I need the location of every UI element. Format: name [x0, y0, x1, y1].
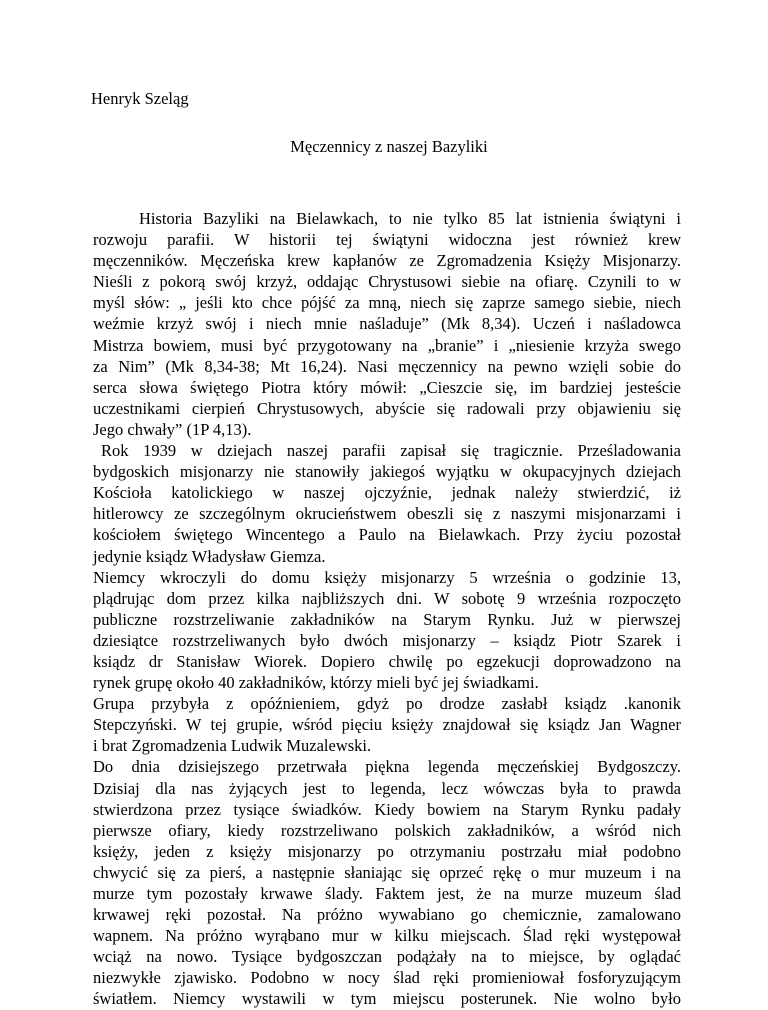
text-line: księży, jeden z księży misjonarzy po otrzymaniu postrzału miał podobno	[93, 841, 681, 861]
text-line: chwycić się za pierś, a następnie słaniając się oprzeć rękę o mur muzeum i na	[93, 862, 681, 882]
document-body	[93, 208, 681, 1010]
text-line: i brat Zgromadzenia Ludwik Muzalewski.	[93, 736, 372, 756]
text-line: murze tym pozostały krwawe ślady. Faktem jest, że na murze muzeum ślad	[93, 884, 681, 903]
text-line: za Nim” (Mk 8,34-38; Mt 16,24). Nasi męczennicy na pewno wzięli sobie do	[93, 356, 681, 376]
text-line: weźmie krzyż swój i niech mnie naśladuje” (Mk 8,34). Uczeń i naśladowca	[93, 314, 681, 334]
document-title: Męczennicy z naszej Bazyliki	[290, 137, 488, 156]
text-line: stwierdzona przez tysiące świadków. Kiedy bowiem na Starym Rynku padały	[93, 799, 681, 819]
text-line: dziesiątce rozstrzeliwanych było dwóch misjonarzy – ksiądz Piotr Szarek i	[93, 630, 681, 650]
text-line: Do dnia dzisiejszego przetrwała piękna legenda męczeńskiej Bydgoszczy.	[93, 757, 681, 777]
text-line: Historia Bazyliki na Bielawkach, to nie tylko 85 lat istnienia świątyni i	[139, 209, 681, 228]
text-line: pierwsze ofiary, kiedy rozstrzeliwano polskich zakładników, a wśród nich	[93, 820, 681, 840]
text-line: Kościoła katolickiego w naszej ojczyźnie, jednak należy stwierdzić, iż	[93, 483, 681, 503]
text-line: myśl słów: „ jeśli kto chce pójść za mną, niech się zaprze samego siebie, niech	[93, 293, 681, 313]
text-line: niezwykłe zjawisko. Podobno w nocy ślad ręki promieniował fosforyzującym	[93, 968, 681, 988]
text-line: hitlerowcy ze szczególnym okrucieństwem obeszli się z naszymi misjonarzami i	[93, 504, 681, 524]
text-line: Dzisiaj dla nas żyjących jest to legenda, lecz wówczas była to prawda	[93, 778, 681, 798]
text-line: ksiądz dr Stanisław Wiorek. Dopiero chwilę po egzekucji doprowadzono na	[93, 651, 681, 671]
text-line: rynek grupę około 40 zakładników, którzy mieli być jej świadkami.	[93, 673, 539, 693]
text-line: uczestnikami cierpień Chrystusowych, abyście się radowali przy objawieniu się	[93, 398, 681, 418]
text-line: Grupa przybyła z opóźnieniem, gdyż po drodze zasłabł ksiądz .kanonik	[93, 694, 681, 714]
author-name: Henryk Szeląg	[91, 89, 189, 108]
text-line: krwawej ręki pozostał. Na próżno wywabiano go chemicznie, zamalowano	[93, 905, 681, 925]
text-line: wapnem. Na próżno wyrąbano mur w kilku miejscach. Ślad ręki występował	[93, 926, 681, 946]
text-line: Mistrza bowiem, musi być przygotowany na „branie” i „niesienie krzyża swego	[93, 335, 681, 355]
text-line: Stepczyński. W tej grupie, wśród pięciu księży znajdował się ksiądz Jan Wagner	[93, 715, 681, 735]
text-line: bydgoskich misjonarzy nie stanowiły jakiegoś wyjątku w okupacyjnych dziejach	[93, 462, 681, 482]
text-line: Jego chwały” (1P 4,13).	[93, 419, 252, 439]
text-line: serca słowa świętego Piotra który mówił: „Cieszcie się, im bardziej jesteście	[93, 377, 681, 397]
text-line: wciąż na nowo. Tysiące bydgoszczan podążały na to miejsce, by oglądać	[93, 947, 681, 967]
text-line: światłem. Niemcy wystawili w tym miejscu posterunek. Nie wolno było	[93, 989, 681, 1009]
text-line: jedynie ksiądz Władysław Giemza.	[93, 546, 326, 566]
text-line: kościołem świętego Wincentego a Paulo na Bielawkach. Przy życiu pozostał	[93, 525, 681, 545]
text-line: Niemcy wkroczyli do domu księży misjonarzy 5 września o godzinie 13,	[93, 567, 681, 587]
text-line: plądrując dom przez kilka najbliższych dni. W sobotę 9 września rozpoczęto	[93, 588, 681, 608]
text-line: rozwoju parafii. W historii tej świątyni widoczna jest również krew	[93, 230, 681, 250]
text-line: Rok 1939 w dziejach naszej parafii zapisał się tragicznie. Prześladowania	[101, 441, 681, 461]
text-line: Nieśli z pokorą swój krzyż, oddając Chrystusowi siebie na ofiarę. Czynili to w	[93, 272, 681, 292]
text-line: publiczne rozstrzeliwanie zakładników na Starym Rynku. Już w pierwszej	[93, 609, 681, 629]
text-line: męczenników. Męczeńska krew kapłanów ze Zgromadzenia Księży Misjonarzy.	[93, 251, 681, 271]
